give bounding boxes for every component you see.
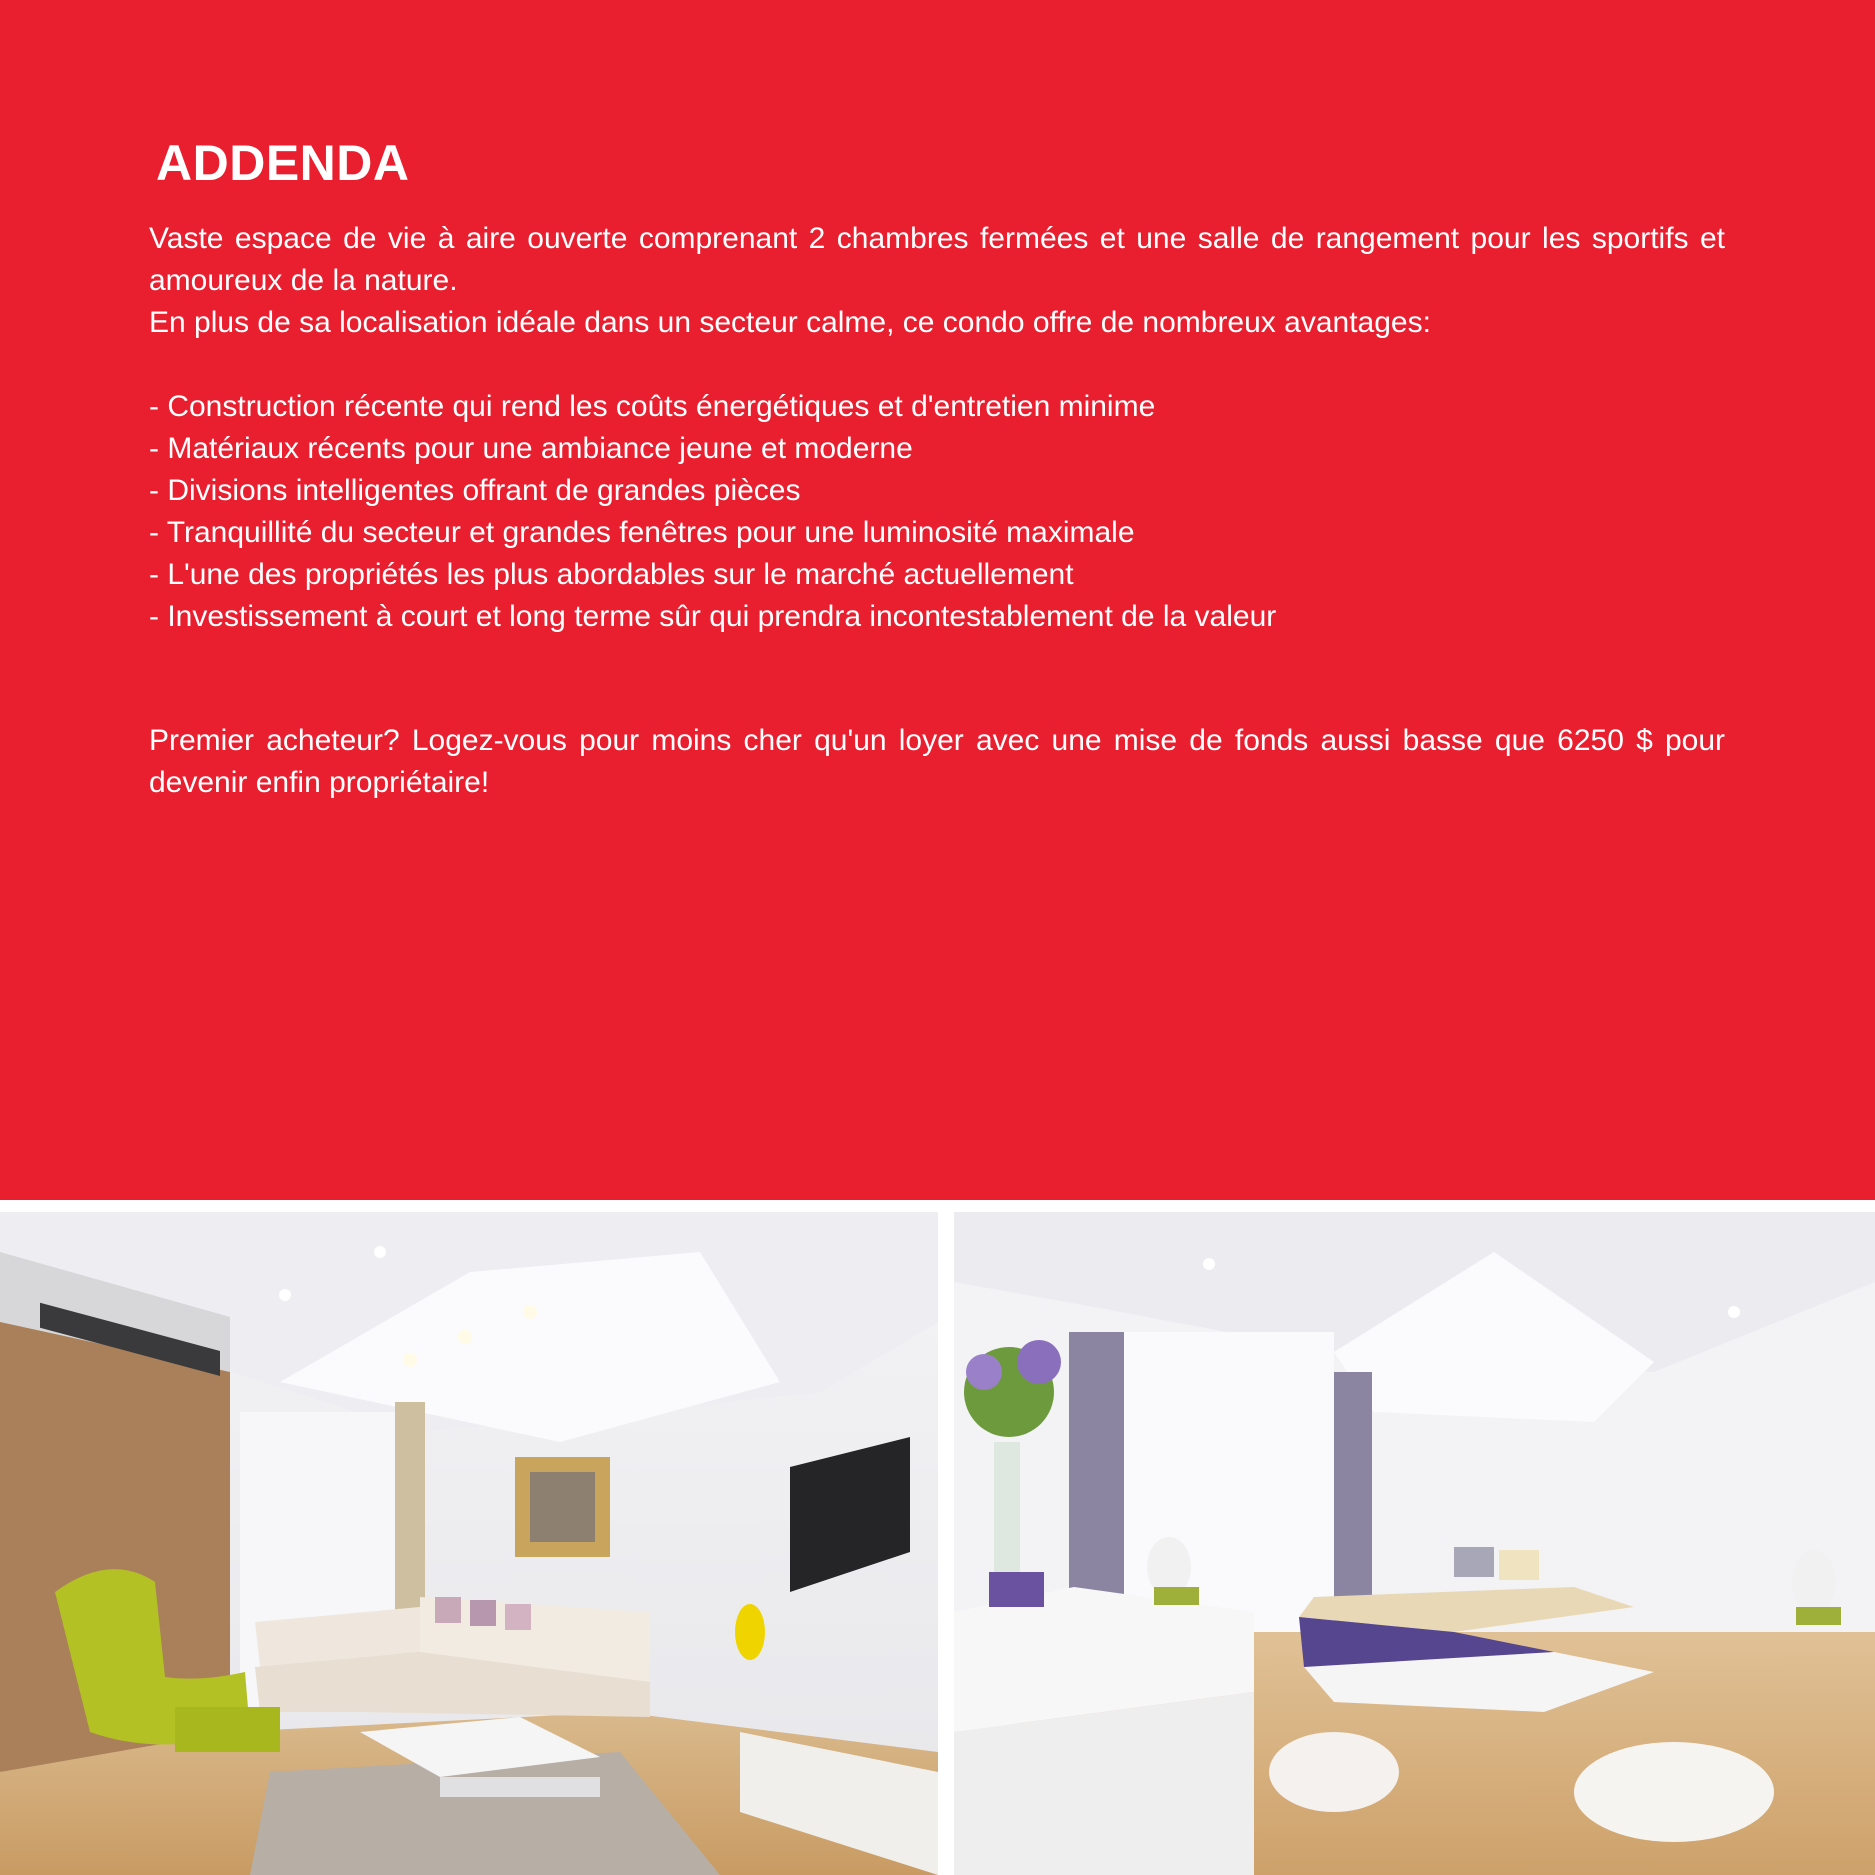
description-text [149, 218, 1725, 804]
bedroom-illustration [954, 1212, 1875, 1875]
list-item: - Tranquillité du secteur et grandes fenêtres pour une luminosité maximale [149, 516, 1135, 549]
intro-paragraph: Vaste espace de vie à aire ouverte comprenant 2 chambres fermées et une salle de rangement pour les sportifs et amoureux de la nature. [149, 222, 1725, 297]
page-title: ADDENDA [156, 135, 410, 191]
spacer [149, 638, 1725, 720]
list-item: - Construction récente qui rend les coûts énergétiques et d'entretien minime [149, 390, 1156, 423]
list-item: - Investissement à court et long terme sûr qui prendra incontestablement de la valeur [149, 600, 1277, 633]
closing-paragraph: Premier acheteur? Logez-vous pour moins cher qu'un loyer avec une mise de fonds aussi basse que 6250 $ pour devenir enfin propriétaire! [149, 724, 1725, 799]
living-room-photo [0, 1212, 938, 1875]
list-item: - Divisions intelligentes offrant de grandes pièces [149, 474, 801, 507]
spacer [149, 344, 1725, 386]
list-item: - L'une des propriétés les plus abordables sur le marché actuellement [149, 558, 1074, 591]
list-item: - Matériaux récents pour une ambiance jeune et moderne [149, 432, 913, 465]
living-room-illustration [0, 1212, 938, 1875]
intro-advantages-line: En plus de sa localisation idéale dans un secteur calme, ce condo offre de nombreux avantages: [149, 306, 1431, 339]
bedroom-photo [954, 1212, 1875, 1875]
advantages-list [149, 386, 1725, 638]
